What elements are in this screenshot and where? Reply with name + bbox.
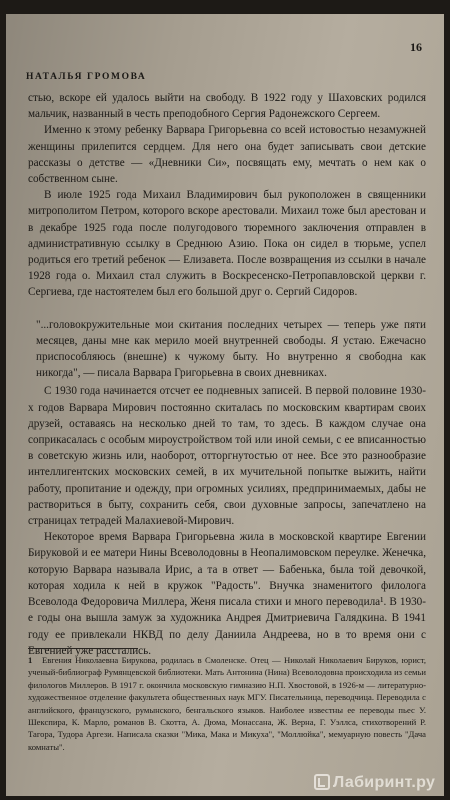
body-text bbox=[28, 90, 426, 659]
paragraph: С 1930 года начинается отсчет ее подневных записей. В первой половине 1930-х годов Варвара Мирович постоянно скиталась по московским квартирам своих друзей, оставаясь на несколько дней то там, то здесь. В каждом случае она соприкасалась с особым мироустройством той или иной семьи, с ее вписанностью в советскую жизнь или, наоборот, отторгнутостью от нее. Все это разнообразие интеллигентских московских семей, в их мучительной попытке выжить, найти работу, пропитание и одежду, при огромных усилиях, предпринимаемых, дабы не раствориться в быту, сохранить себя, свои духовные запросы, запечатлено на страницах тетрадей Малахиевой-Мирович. bbox=[28, 385, 426, 528]
paragraph: стью, вскоре ей удалось выйти на свободу. В 1922 году у Шаховских родился мальчик, названный в честь преподобного Сергия Радонежского Сергеем. bbox=[28, 92, 426, 121]
paragraph: Именно к этому ребенку Варвара Григорьевна со всей истовостью незамужней женщины прилепится сердцем. Для него она будет записывать свои детские рассказы о детстве — «Дневники Си», посвящать ему, мечтать о нем как о собственном сыне. bbox=[28, 124, 426, 186]
footnote-text: Евгения Николаевна Бирукова, родилась в Смоленске. Отец — Николай Николаевич Бируков, юрист, ученый-библиограф Румянцевской библиотеки. Мать Антонина (Нина) Всеволодовна происходила из семьи филологов Миллеров. В 1917 г. окончила московскую гимназию Н.П. Хвостовой, в 1926-м — литературно-художественное отделение факультета общественных наук МГУ. Писательница, переводчица. Переводила с английского, французского, румынского, бенгальского языков. Наиболее известны ее переводы пьес У. Шекспира, К. Марло, романов В. Скотта, А. Дюма, Монассана, Ж. Верна, Г. Уэллса, стихотворений Р. Тагора, Тудора Аргези. Написала сказки "Мика, Мака и Микуха", "Моллюйка", мемуарную повесть "Дача комнаты". bbox=[28, 655, 426, 752]
labirint-logo-icon bbox=[314, 774, 330, 790]
footnote bbox=[28, 654, 426, 753]
footnote-divider bbox=[28, 648, 138, 649]
diary-quote: "...головокружительные мои скитания последних четырех — теперь уже пяти месяцев, даны мне как мерило моей внутренней свободы. Я устаю. Ежечасно приспособляюсь (внешне) к чужому быту. Но внутренно я свободна как никогда", — писала Варвара Григорьевна в своих дневниках. bbox=[36, 318, 426, 380]
paragraph: В июле 1925 года Михаил Владимирович был рукоположен в священники митрополитом Петром, которого вскоре арестовали. Михаил тоже был арестован и в декабре 1925 года после полугодового тюремного заключения отправлен в административную ссылку в Среднюю Азию. Пока он сидел в тюрьме, успел родиться его третий ребенок — Елизавета. После возвращения из ссылки в начале 1928 года о. Михаил стал служить в Воскресенско-Петропавловской церкви г. Сергиева, где настоятелем был его большой друг о. Сергий Сидоров. bbox=[28, 189, 426, 299]
book-page bbox=[6, 14, 444, 796]
footnote-marker: 1 bbox=[28, 655, 33, 665]
page-number: 16 bbox=[410, 40, 422, 54]
running-head: НАТАЛЬЯ ГРОМОВА bbox=[26, 72, 147, 82]
watermark-text: Лабиринт.ру bbox=[333, 774, 436, 791]
paragraph: Некоторое время Варвара Григорьевна жила в московской квартире Евгении Бируковой и ее матери Нины Всеволодовны в Неопалимовском переулке. Женечка, которую Варвара называла Ирис, а та в ответ — Бабенька, была той девочкой, которая ходила к ней в кружок "Радость". Внучка знаменитого филолога Всеволода Федоровича Миллера, Женя писала стихи и много переводила¹. В 1930-е годы она вышла замуж за художника Андрея Дмитриевича Галядкина. В 1941 году ее привлекали НКВД по делу Даниила Андреева, но в то время они с Евгенией уже расстались. bbox=[28, 531, 426, 657]
watermark bbox=[314, 774, 435, 792]
